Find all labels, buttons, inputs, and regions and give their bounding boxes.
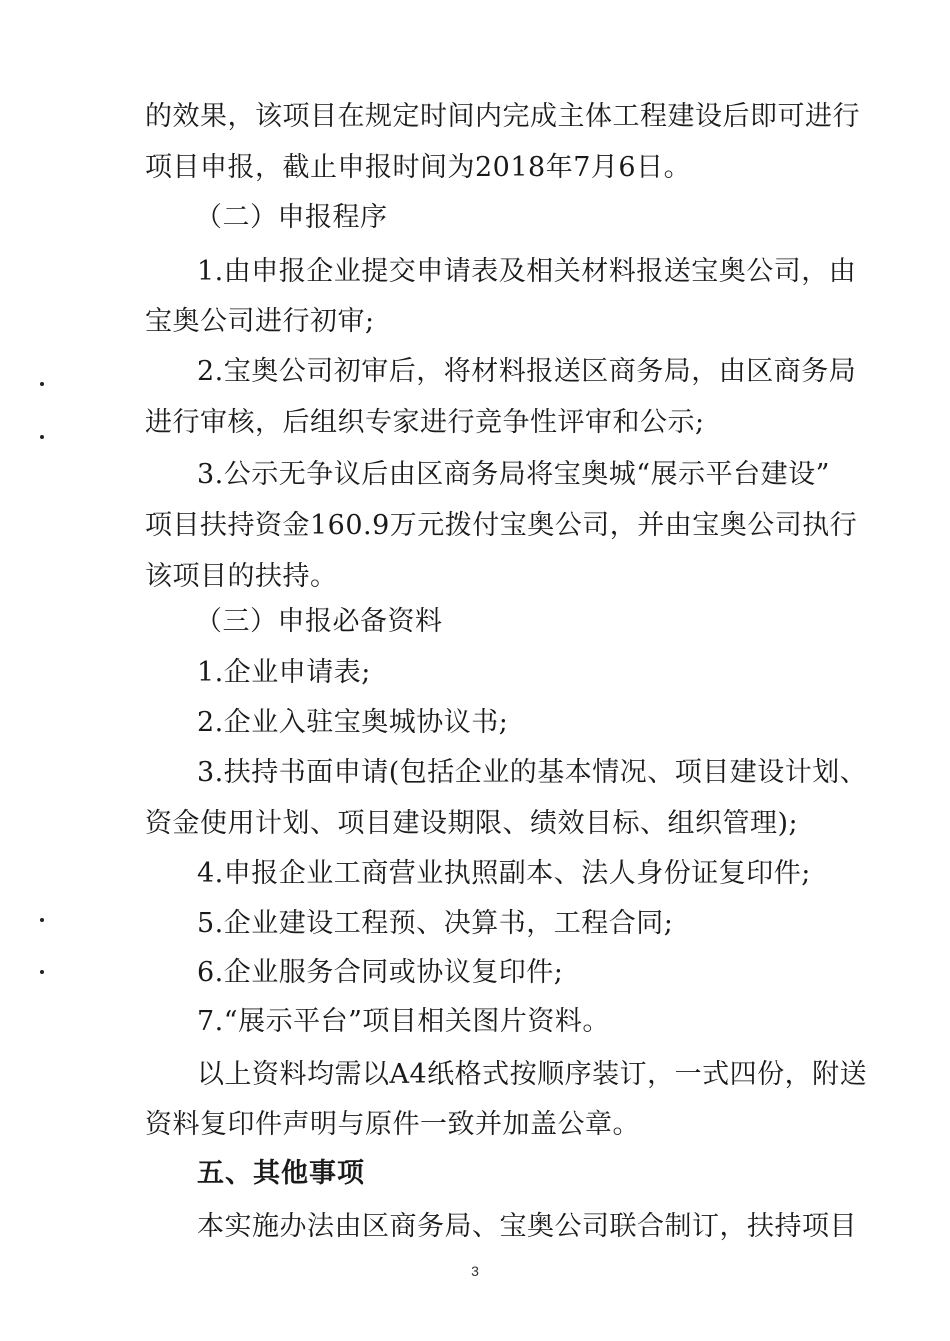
list-item-2-line-2: 进行审核，后组织专家进行竞争性评审和公示; — [145, 407, 705, 438]
material-item-1: 1.企业申请表; — [197, 657, 371, 688]
scan-speck — [40, 918, 44, 922]
material-item-2: 2.企业入驻宝奥城协议书; — [197, 707, 509, 738]
material-item-7: 7.“展示平台”项目相关图片资料。 — [197, 1006, 610, 1037]
section-heading-3: （三）申报必备资料 — [195, 606, 443, 637]
material-item-3-line-2: 资金使用计划、项目建设期限、绩效目标、组织管理); — [145, 808, 799, 839]
section-heading-2: （二）申报程序 — [195, 202, 388, 233]
material-item-4: 4.申报企业工商营业执照副本、法人身份证复印件; — [197, 858, 811, 889]
list-item-3-line-3: 该项目的扶持。 — [145, 561, 338, 592]
scan-speck — [40, 435, 44, 439]
material-item-3-line-1: 3.扶持书面申请(包括企业的基本情况、项目建设计划、 — [197, 757, 868, 788]
material-item-6: 6.企业服务合同或协议复印件; — [197, 957, 564, 988]
binding-note-line-2: 资料复印件声明与原件一致并加盖公章。 — [145, 1109, 640, 1140]
binding-note-line-1: 以上资料均需以A4纸格式按顺序装订，一式四份，附送 — [197, 1059, 868, 1090]
closing-line-1: 本实施办法由区商务局、宝奥公司联合制订，扶持项目 — [197, 1211, 857, 1242]
page-number: 3 — [471, 1263, 479, 1279]
section-heading-5: 五、其他事项 — [197, 1158, 365, 1189]
list-item-3-line-2: 项目扶持资金160.9万元拨付宝奥公司，并由宝奥公司执行 — [145, 510, 858, 541]
list-item-1-line-1: 1.由申报企业提交申请表及相关材料报送宝奥公司，由 — [197, 256, 857, 287]
body-line-1: 的效果，该项目在规定时间内完成主体工程建设后即可进行 — [145, 101, 860, 132]
list-item-2-line-1: 2.宝奥公司初审后，将材料报送区商务局，由区商务局 — [197, 356, 857, 387]
list-item-1-line-2: 宝奥公司进行初审; — [145, 306, 375, 337]
list-item-3-line-1: 3.公示无争议后由区商务局将宝奥城“展示平台建设” — [197, 459, 830, 490]
scan-speck — [40, 970, 44, 974]
material-item-5: 5.企业建设工程预、决算书，工程合同; — [197, 908, 674, 939]
body-line-2: 项目申报，截止申报时间为2018年7月6日。 — [145, 152, 692, 183]
scan-speck — [40, 382, 44, 386]
